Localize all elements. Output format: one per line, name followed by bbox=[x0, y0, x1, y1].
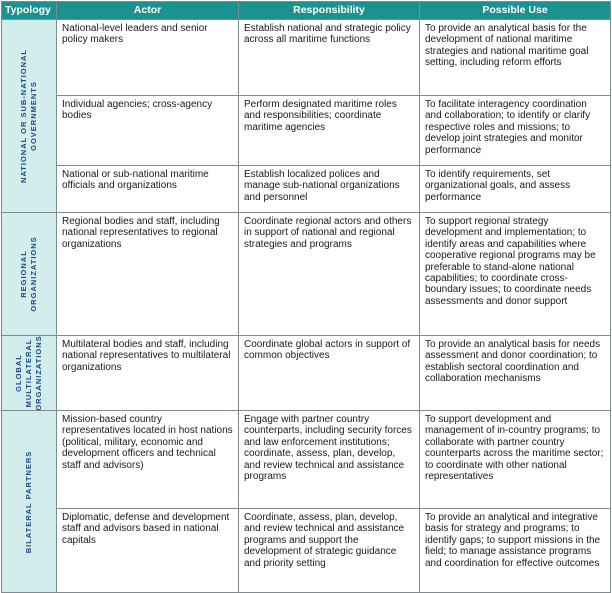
group-regional-organizations bbox=[2, 213, 57, 336]
group-label-global-multilateral bbox=[14, 335, 44, 410]
actor-cell: Multilateral bodies and staff, including national representatives to multilateral organizations bbox=[57, 336, 239, 411]
group-label-line: NATIONAL OR SUB-NATIONAL bbox=[19, 49, 28, 183]
possible-use-cell: To support development and management of in-country programs; to collaborate with partner country counterparts across the maritime sector; to coordinate with other national representatives bbox=[420, 411, 611, 509]
table-row bbox=[2, 166, 611, 213]
possible-use-cell: To provide an analytical basis for the development of national maritime strategies and national maritime goal setting, including reform efforts bbox=[420, 20, 611, 96]
group-label-regional-organizations bbox=[19, 236, 39, 311]
responsibility-cell: Coordinate, assess, plan, develop, and review technical and assistance programs and support the development of strategic guidance and priority setting bbox=[239, 509, 420, 593]
group-label-line: MULTILATERAL bbox=[24, 338, 33, 408]
group-label-line: ORGANIZATIONS bbox=[29, 236, 38, 312]
actor-cell: Mission-based country representatives located in host nations (political, military, economic and development officers and technical staff and advisors) bbox=[57, 411, 239, 509]
table-row bbox=[2, 411, 611, 509]
group-national-governments bbox=[2, 20, 57, 213]
responsibility-cell: Establish localized polices and manage sub-national organizations and personnel bbox=[239, 166, 420, 213]
group-label-line: GOVERNMENTS bbox=[29, 81, 38, 151]
actor-cell: National-level leaders and senior policy makers bbox=[57, 20, 239, 96]
possible-use-cell: To identify requirements, set organizational goals, and assess performance bbox=[420, 166, 611, 213]
header-actor: Actor bbox=[57, 2, 239, 20]
group-global-multilateral bbox=[2, 336, 57, 411]
group-label-line: GLOBAL bbox=[14, 354, 23, 392]
responsibility-cell: Coordinate global actors in support of common objectives bbox=[239, 336, 420, 411]
table-row bbox=[2, 213, 611, 336]
possible-use-cell: To facilitate interagency coordination and collaboration; to identify or clarify respective roles and missions; to develop joint strategies and monitor performance bbox=[420, 96, 611, 166]
group-label-line: REGIONAL bbox=[19, 250, 28, 298]
responsibility-cell: Coordinate regional actors and others in support of national and regional strategies and programs bbox=[239, 213, 420, 336]
group-label-bilateral-partners bbox=[24, 450, 34, 553]
table-row bbox=[2, 20, 611, 96]
actor-cell: National or sub-national maritime officials and organizations bbox=[57, 166, 239, 213]
responsibility-cell: Engage with partner country counterparts, including security forces and law enforcement institutions; coordinate, assess, plan, develop, and review technical and assistance programs bbox=[239, 411, 420, 509]
actor-cell: Regional bodies and staff, including national representatives to regional organizations bbox=[57, 213, 239, 336]
group-label-line: BILATERAL PARTNERS bbox=[24, 450, 33, 553]
group-label-line: ORGANIZATIONS bbox=[34, 335, 43, 411]
actor-cell: Individual agencies; cross-agency bodies bbox=[57, 96, 239, 166]
header-typology: Typology bbox=[2, 2, 57, 20]
table-row bbox=[2, 96, 611, 166]
group-bilateral-partners bbox=[2, 411, 57, 593]
table-row bbox=[2, 509, 611, 593]
table-row bbox=[2, 336, 611, 411]
possible-use-cell: To provide an analytical and integrative basis for strategy and programs; to identify gaps; to support missions in the field; to manage assistance programs and coordination for effective outcomes bbox=[420, 509, 611, 593]
header-possible-use: Possible Use bbox=[420, 2, 611, 20]
typology-table bbox=[1, 1, 611, 593]
actor-cell: Diplomatic, defense and development staff and advisors based in national capitals bbox=[57, 509, 239, 593]
header-row bbox=[2, 2, 611, 20]
group-label-national-governments bbox=[19, 49, 39, 183]
responsibility-cell: Establish national and strategic policy across all maritime functions bbox=[239, 20, 420, 96]
possible-use-cell: To support regional strategy development and implementation; to identify areas and capabilities where cooperative regional programs may be preferable to stand-alone national capabilities; to coordinate cross-boundary issues; to coordinate needs assessments and donor support bbox=[420, 213, 611, 336]
possible-use-cell: To provide an analytical basis for needs assessment and donor coordination; to establish sectoral coordination and collaboration mechanisms bbox=[420, 336, 611, 411]
header-responsibility: Responsibility bbox=[239, 2, 420, 20]
responsibility-cell: Perform designated maritime roles and responsibilities; coordinate maritime agencies bbox=[239, 96, 420, 166]
